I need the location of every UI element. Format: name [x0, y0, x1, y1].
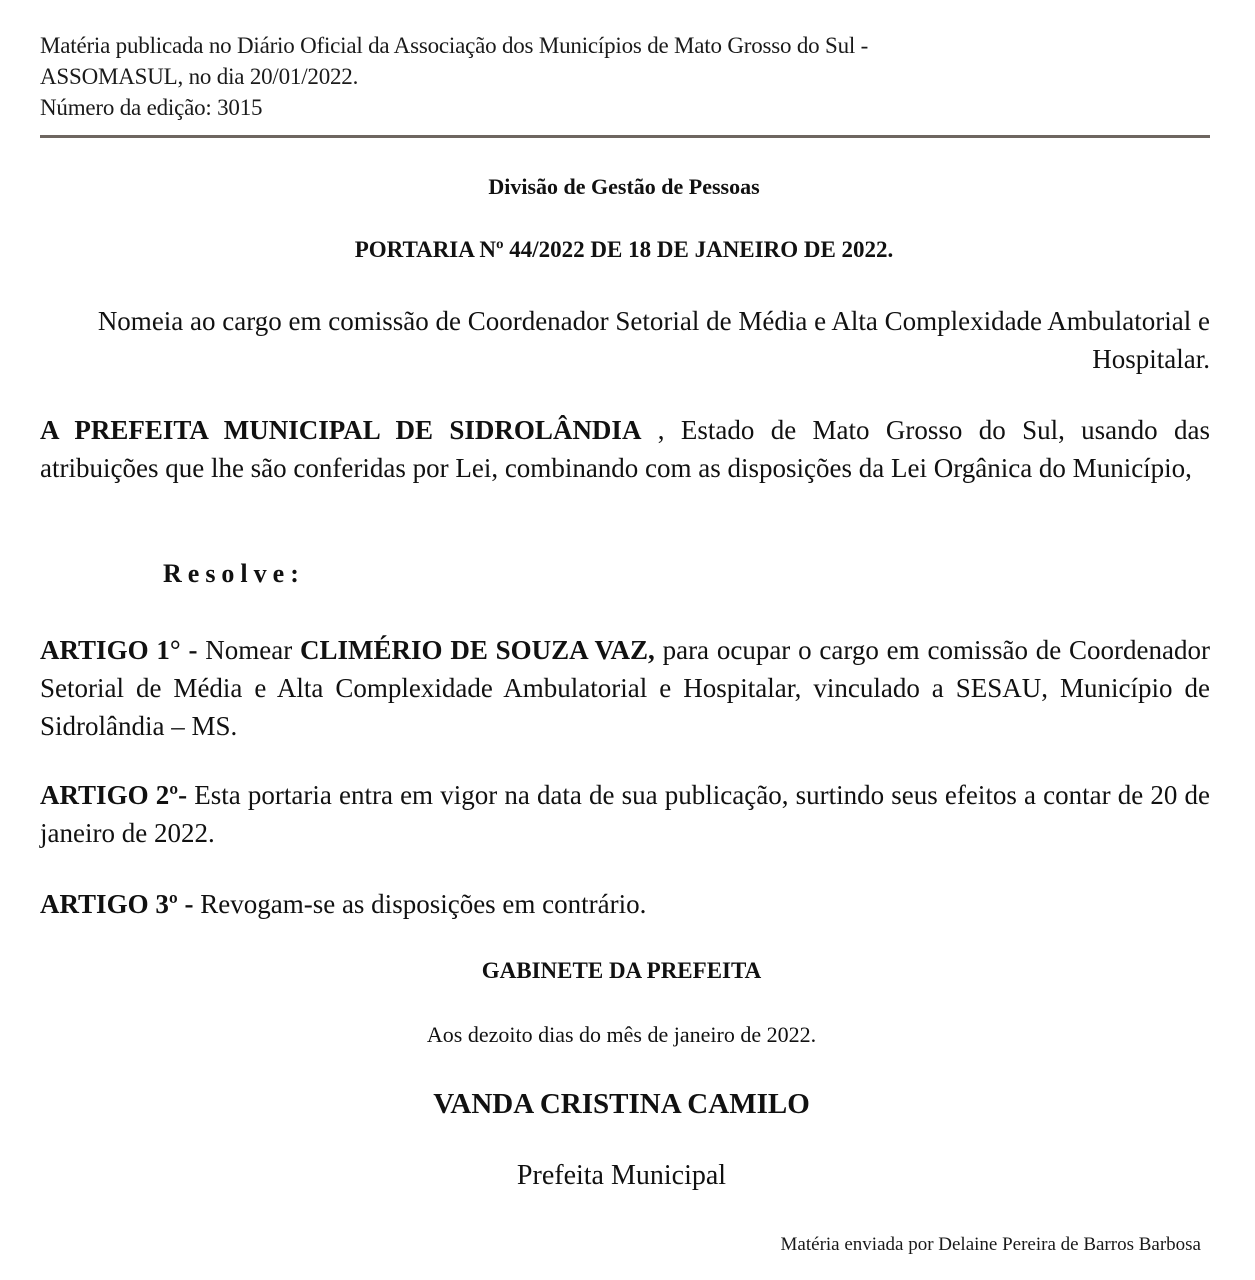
article-2 [40, 776, 1210, 852]
signer-name: VANDA CRISTINA CAMILO [433, 1088, 810, 1120]
article-label: ARTIGO 3º - [40, 889, 194, 919]
document-title: PORTARIA Nº 44/2022 DE 18 DE JANEIRO DE 2022. [354, 237, 894, 262]
article-label: ARTIGO 1° - [40, 635, 198, 665]
preamble-text: , Estado de Mato Grosso do Sul, usando das atribuições que lhe são conferidas por Lei, combinando com as disposições da Lei Orgânica do Município, [40, 415, 1211, 483]
signature-date: Aos dezoito dias do mês de janeiro de 2022. [426, 1022, 817, 1047]
article-1 [40, 631, 1210, 745]
article-text: Nomear [197, 635, 301, 665]
division-title: Divisão de Gestão de Pessoas [488, 174, 760, 199]
edition-number: Número da edição: 3015 [40, 95, 263, 120]
preamble-authority: A PREFEITA MUNICIPAL DE SIDROLÂNDIA [40, 415, 642, 445]
article-text: Esta portaria entra em vigor na data de sua publicação, surtindo seus efeitos a contar de 20 de janeiro de 2022. [40, 780, 1210, 848]
preamble-paragraph [40, 411, 1210, 487]
article-text: Revogam-se as disposições em contrário. [193, 889, 647, 919]
article-text: para ocupar o cargo em comissão de Coordenador Setorial de Média e Alta Complexidade Ambulatorial e Hospitalar, vinculado a SESAU, Município de Sidrolândia – MS. [40, 635, 1210, 741]
publication-header [40, 30, 1210, 123]
resolve-heading: Resolve: [163, 559, 305, 588]
appointee-name: CLIMÉRIO DE SOUZA VAZ, [300, 635, 655, 665]
office-heading: GABINETE DA PREFEITA [481, 958, 762, 983]
publication-date-line: ASSOMASUL, no dia 20/01/2022. [40, 64, 359, 89]
publication-line: Matéria publicada no Diário Oficial da Associação dos Municípios de Mato Grosso do Sul - [40, 33, 869, 58]
article-label: ARTIGO 2º- [40, 780, 188, 810]
article-3 [40, 885, 1210, 923]
sent-by-note: Matéria enviada por Delaine Pereira de Barros Barbosa [780, 1234, 1201, 1255]
header-divider [40, 135, 1210, 138]
ementa: Nomeia ao cargo em comissão de Coordenador Setorial de Média e Alta Complexidade Ambulatorial e Hospitalar. [97, 306, 1210, 374]
signer-role: Prefeita Municipal [516, 1160, 727, 1191]
